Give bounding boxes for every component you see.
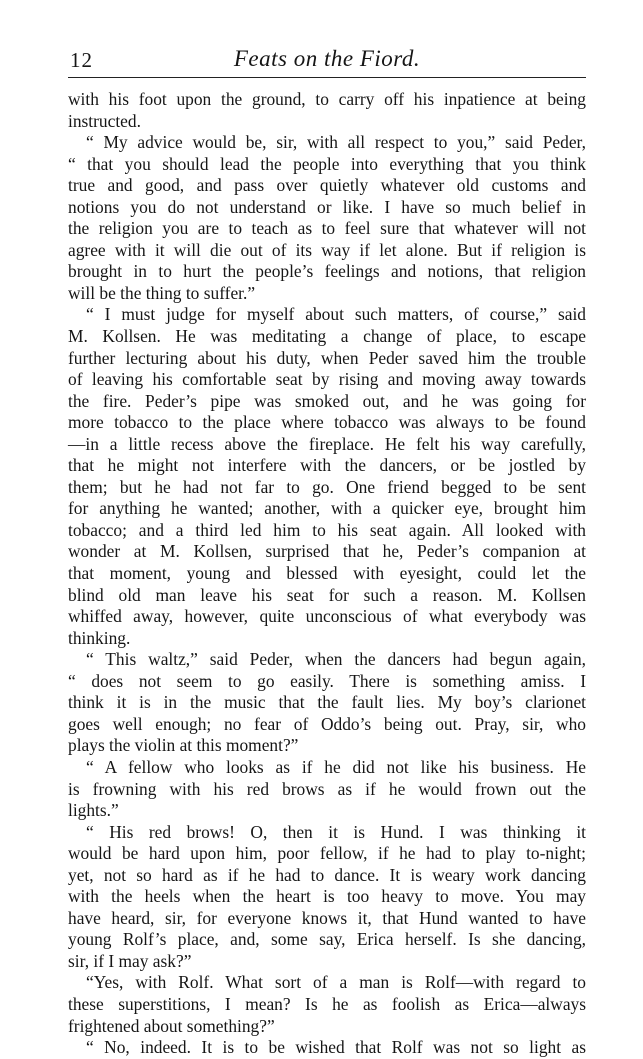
text-line: “ A fellow who looks as if he did not like his business. He — [86, 756, 586, 777]
text-line: true and good, and pass over quietly whatever old customs and — [68, 175, 586, 196]
text-line: of leaving his comfortable seat by rising and moving away towards — [68, 369, 586, 390]
text-line: with the heels when the heart is too heavy to move. You may — [68, 886, 586, 907]
text-line: M. Kollsen. He was meditating a change of place, to escape — [68, 326, 586, 347]
text-line: think it is in the music that the fault lies. My boy’s clarionet — [68, 692, 586, 713]
text-line: have heard, sir, for everyone knows it, that Hund wanted to have — [68, 907, 586, 928]
text-line: blind old man leave his seat for such a reason. M. Kollsen — [68, 584, 586, 605]
text-line: yet, not so hard as if he had to dance. It is weary work dancing — [68, 864, 586, 885]
text-line: plays the violin at this moment?” — [68, 735, 299, 756]
text-line: with his foot upon the ground, to carry off his inpatience at being — [68, 89, 586, 109]
page-number: 12 — [70, 48, 93, 72]
text-line: lights.” — [68, 800, 119, 821]
text-line: “ that you should lead the people into everything that you think — [68, 153, 586, 174]
text-line: wonder at M. Kollsen, surprised that he, Peder’s companion at — [68, 541, 586, 562]
text-line: “ His red brows! O, then it is Hund. I was thinking it — [86, 821, 586, 842]
text-line: goes well enough; no fear of Oddo’s being out. Pray, sir, who — [68, 713, 586, 734]
running-title: Feats on the Fiord. — [233, 46, 421, 71]
text-line: tobacco; and a third led him to his seat again. All looked with — [68, 519, 586, 540]
header-rule — [68, 77, 586, 78]
text-line: these superstitions, I mean? Is he as foolish as Erica—always — [68, 993, 586, 1014]
text-line: whiffed away, however, quite unconscious of what everybody was — [68, 606, 586, 627]
text-line: that he might not interfere with the dancers, or be jostled by — [68, 455, 586, 476]
text-line: “ My advice would be, sir, with all respect to you,” said Peder, — [86, 132, 586, 153]
text-line: the fire. Peder’s pipe was smoked out, and he was going for — [68, 390, 586, 411]
text-line: them; but he had not far to go. One friend begged to be sent — [68, 476, 586, 497]
text-line: is frowning with his red brows as if he would frown out the — [68, 778, 586, 799]
text-line: instructed. — [68, 110, 141, 131]
text-line: more tobacco to the place where tobacco was always to be found — [68, 412, 586, 433]
body-text — [68, 89, 586, 1059]
text-line: will be the thing to suffer.” — [68, 282, 256, 303]
text-line: “ This waltz,” said Peder, when the dancers had begun again, — [86, 649, 586, 670]
text-line: “Yes, with Rolf. What sort of a man is Rolf—with regard to — [86, 972, 586, 993]
text-line: sir, if I may ask?” — [68, 950, 192, 971]
text-line: thinking. — [68, 627, 131, 648]
text-line: notions you do not understand or like. I have so much belief in — [68, 196, 586, 217]
text-line: the religion you are to teach as to feel sure that whatever will not — [68, 218, 586, 239]
text-line: young Rolf’s place, and, some say, Erica herself. Is she dancing, — [68, 929, 586, 950]
text-line: would be hard upon him, poor fellow, if he had to play to-night; — [68, 843, 586, 864]
text-line: for anything he wanted; another, with a quicker eye, brought him — [68, 498, 586, 519]
page-header — [68, 44, 586, 74]
text-line: “ I must judge for myself about such matters, of course,” said — [86, 304, 586, 325]
text-line: —in a little recess above the fireplace. He felt his way carefully, — [68, 433, 586, 454]
text-line: “ No, indeed. It is to be wished that Rolf was not so light as — [86, 1037, 586, 1058]
text-line: that moment, young and blessed with eyesight, could let the — [68, 563, 586, 584]
text-line: brought in to hurt the people’s feelings and notions, that religion — [68, 261, 586, 282]
text-line: further lecturing about his duty, when Peder saved him the trouble — [68, 347, 586, 368]
text-line: frightened about something?” — [68, 1015, 275, 1036]
text-line: agree with it will die out of its way if let alone. But if religion is — [68, 239, 586, 260]
text-line: “ does not seem to go easily. There is something amiss. I — [68, 670, 586, 691]
